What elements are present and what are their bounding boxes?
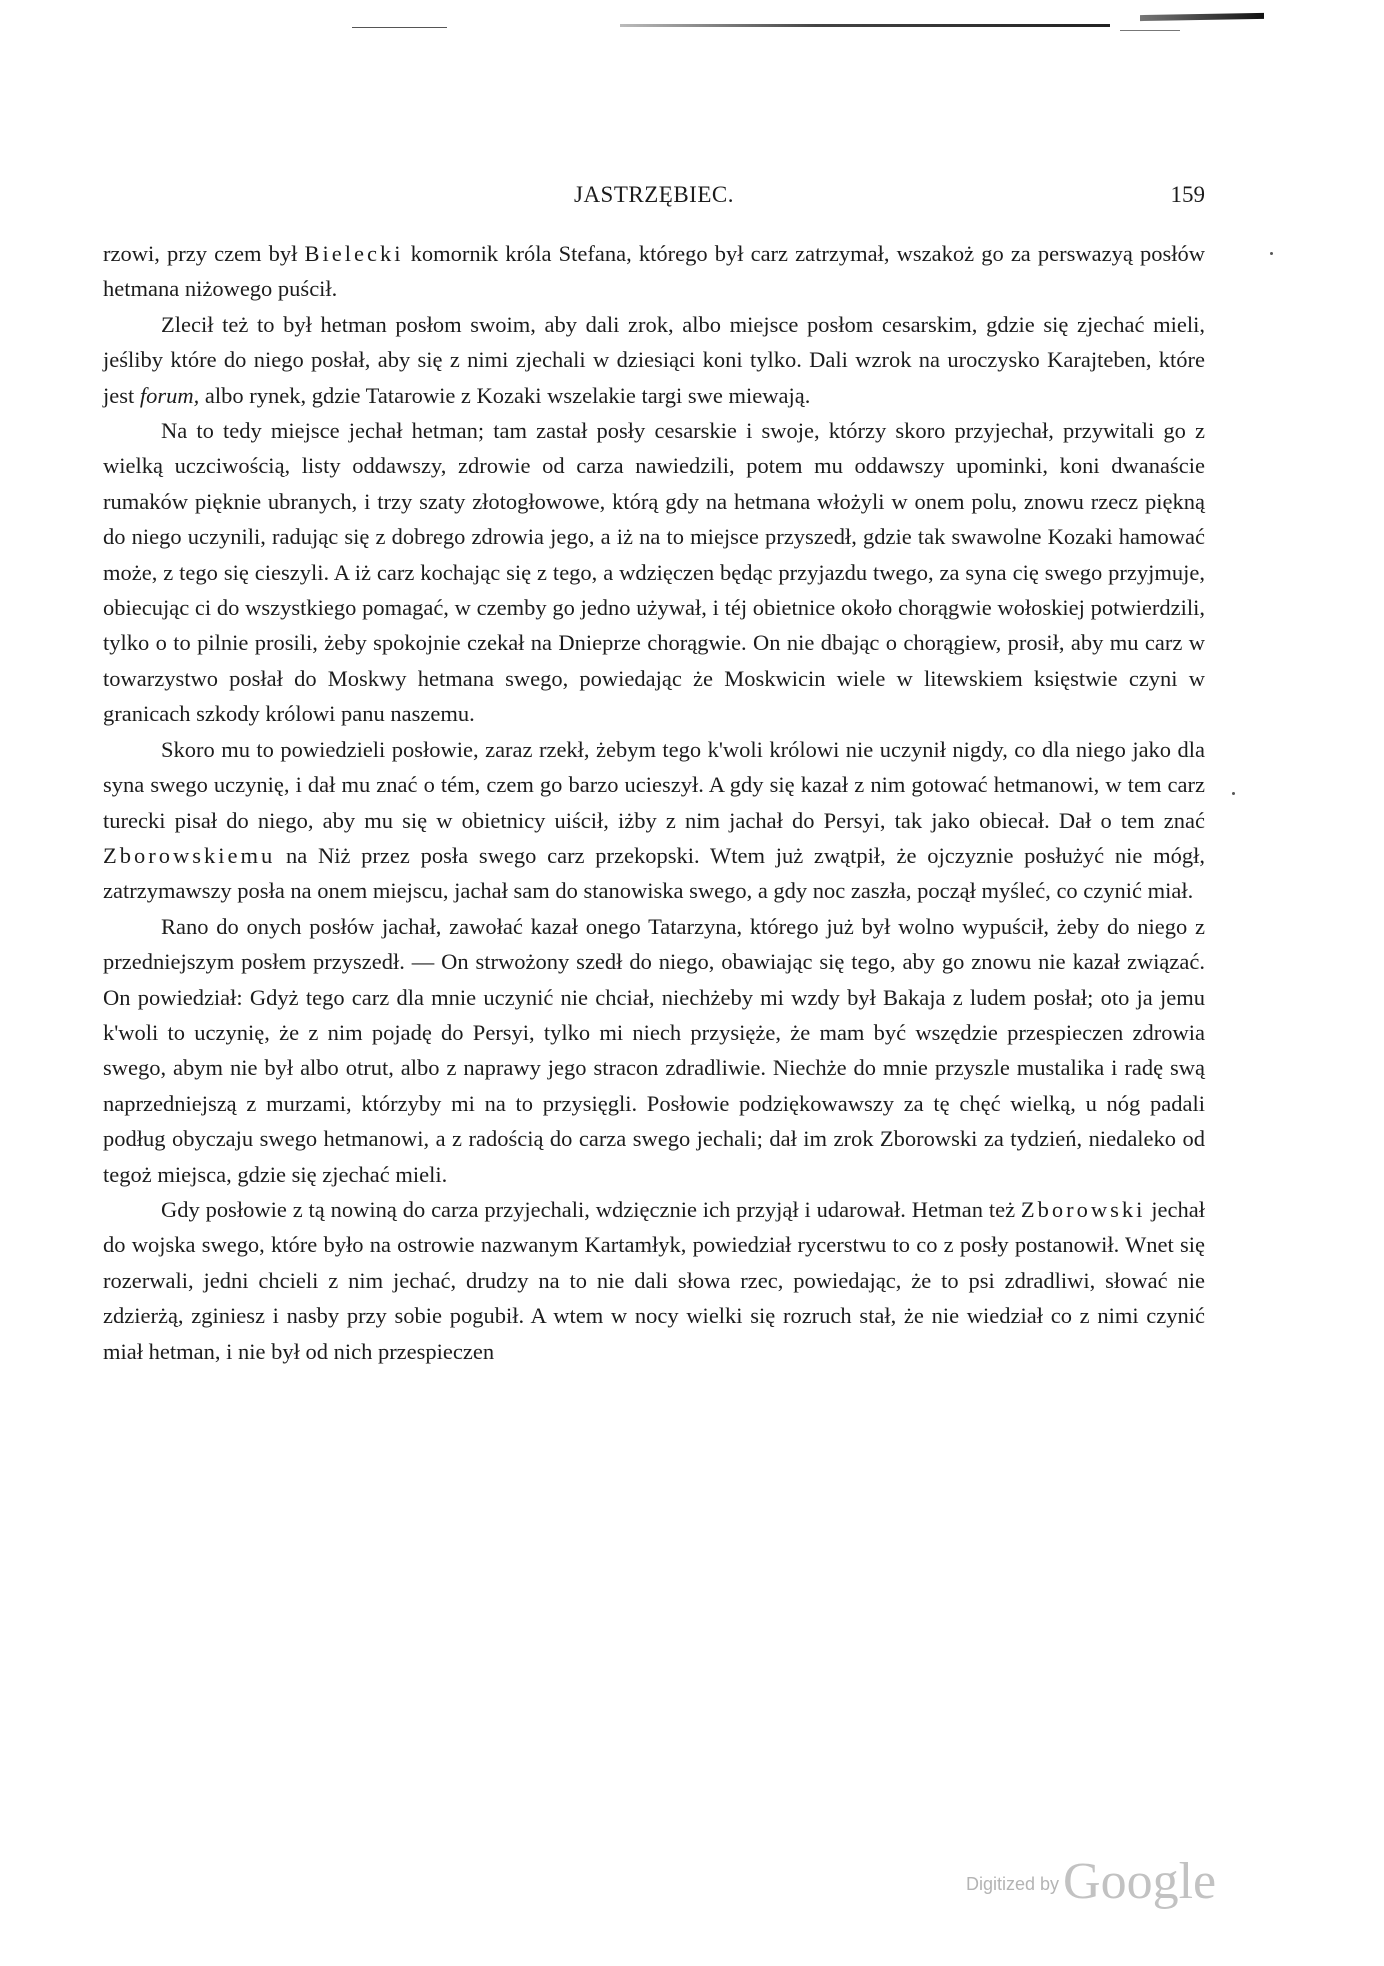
text-run: komornik króla Stefana, którego był carz zatrzymał, wszakoż go za perswazyą posłów hetmana niżowego puścił. bbox=[103, 241, 1205, 302]
body-text bbox=[103, 236, 1205, 1369]
text-run: Zlecił też to był hetman posłom swoim, aby dali zrok, albo miejsce posłom cesarskim, gdzie się zjechać mieli, jeśliby które do niego posłał, aby się z nimi zjechali w dziesiąci koni tylko. Dali wzrok na uroczysko Karajteben, które jest bbox=[103, 311, 1205, 408]
paragraph bbox=[103, 236, 1205, 307]
spaced-name: Bielecki bbox=[304, 241, 404, 266]
spaced-name: Zborowski bbox=[1020, 1196, 1146, 1222]
paragraph: Na to tedy miejsce jechał hetman; tam zastał posły cesarskie i swoje, którzy skoro przyjechał, przywitali go z wielką uczciwością, listy oddawszy, zdrowie od carza nawiedzili, potem mu oddawszy upominki, koni dwanaście rumaków pięknie ubranych, i trzy szaty złotogłowowe, którą gdy na hetmana włożyli w onem polu, znowu rzecz piękną do niego uczynili, radując się z dobrego zdrowia jego, a iż na to miejsce przyszedł, gdzie tak swawolne Kozaki hamować może, z tego się cieszyli. A iż carz kochając się z tego, a wdzięczen będąc przyjazdu twego, za syna cię swego przyjmuje, obiecując ci do wszystkiego pomagać, w czemby go jedno używał, i téj obietnice około chorągwie wołoskiej potwierdzili, tylko o to pilnie prosili, żeby spokojnie czekał na Dnieprze chorągwie. On nie dbając o chorągiew, prosił, aby mu carz w towarzystwo posłał do Moskwy hetmana swego, powiedając że Moskwicin wiele w litewskiem księstwie czyni w granicach szkody królowi panu naszemu. bbox=[103, 418, 1205, 727]
text-run: rzowi, przy czem był bbox=[103, 241, 305, 266]
scan-edge-mark bbox=[1120, 30, 1180, 31]
spaced-name: Zborowskiemu bbox=[103, 842, 276, 868]
paragraph bbox=[103, 307, 1205, 413]
text-run: jechał do wojska swego, które było na ostrowie nazwanym Kartamłyk, powiedział rycerstwu to co z posły postanowił. Wnet się rozerwali, jedni chcieli z nim jechać, drudzy na to nie dali słowa rzec, powiedając, że to psi zdradliwi, słować nie zdzierżą, zginiesz i nasby przy sobie pogubił. A wtem w nocy wielki się rozruch stał, że nie wiedział co z nimi czynić miał hetman, i nie był od nich przespieczen bbox=[103, 1196, 1205, 1364]
italic-word: forum, bbox=[139, 382, 200, 408]
text-run: albo rynek, gdzie Tatarowie z Kozaki wszelakie targi swe miewają. bbox=[199, 382, 811, 408]
page-number: 159 bbox=[1170, 182, 1205, 207]
text-run: Skoro mu to powiedzieli posłowie, zaraz rzekł, żebym tego k'woli królowi nie uczynił nigdy, co dla niego jako dla syna swego uczynię, i dał mu znać o tém, czem go barzo ucieszył. A gdy się kazał z nim gotować hetmanowi, w tem carz turecki pisał do niego, aby mu się w obietnicy uiścił, iżby z nim jachał do Persyi, tak jako obiecał. Dał o tem znać bbox=[103, 736, 1205, 833]
google-logo: Google bbox=[1063, 1853, 1217, 1910]
scan-edge-mark bbox=[1140, 13, 1264, 21]
running-title: JASTRZĘBIEC. bbox=[574, 182, 734, 207]
paragraph: Rano do onych posłów jachał, zawołać kazał onego Tatarzyna, którego już był wolno wypuścił, żeby do niego z przedniejszym posłem przyszedł. — On strwożony szedł do niego, obawiając się tego, aby go znowu nie kazał związać. On powiedział: Gdyż tego carz dla mnie uczynić nie chciał, niechżeby mi wzdy był Bakaja z ludem posłał; oto ja jemu k'woli to uczynię, że z nim pojadę do Persyi, tylko mi niech przysięże, że mam być wszędzie przespieczen zdrowia swego, abym nie był albo otrut, albo z naprawy jego stracon zdradliwie. Niechże do mnie przyszle mustalika i radę swą naprzedniejszą z murzami, którzyby mi na to przysięgli. Posłowie podziękowawszy za tę chęć wielką, u nóg padali podług obyczaju swego hetmanowi, a z radością do carza swego jechali; dał im zrok Zborowski za tydzień, niedaleko od tegoż miejsca, gdzie się zjechać mieli. bbox=[103, 913, 1205, 1187]
text-run: na Niż przez posła swego carz przekopski. Wtem już zwątpił, że ojczyznie posłużyć nie mógł, zatrzymawszy posła na onem miejscu, jachał sam do stanowiska swego, a gdy noc zaszła, począł myśleć, co czynić miał. bbox=[103, 842, 1205, 904]
scan-edge-mark bbox=[620, 24, 1110, 27]
paragraph bbox=[103, 1192, 1205, 1369]
scan-edge-mark bbox=[352, 27, 447, 28]
digitized-watermark bbox=[966, 1852, 1216, 1911]
margin-speck bbox=[1270, 252, 1273, 255]
watermark-prefix: Digitized by bbox=[966, 1874, 1060, 1894]
paragraph bbox=[103, 732, 1205, 909]
page-header bbox=[103, 182, 1205, 222]
margin-speck bbox=[1232, 792, 1235, 795]
text-run: Gdy posłowie z tą nowiną do carza przyjechali, wdzięcznie ich przyjął i udarował. Hetman też bbox=[161, 1196, 1021, 1222]
